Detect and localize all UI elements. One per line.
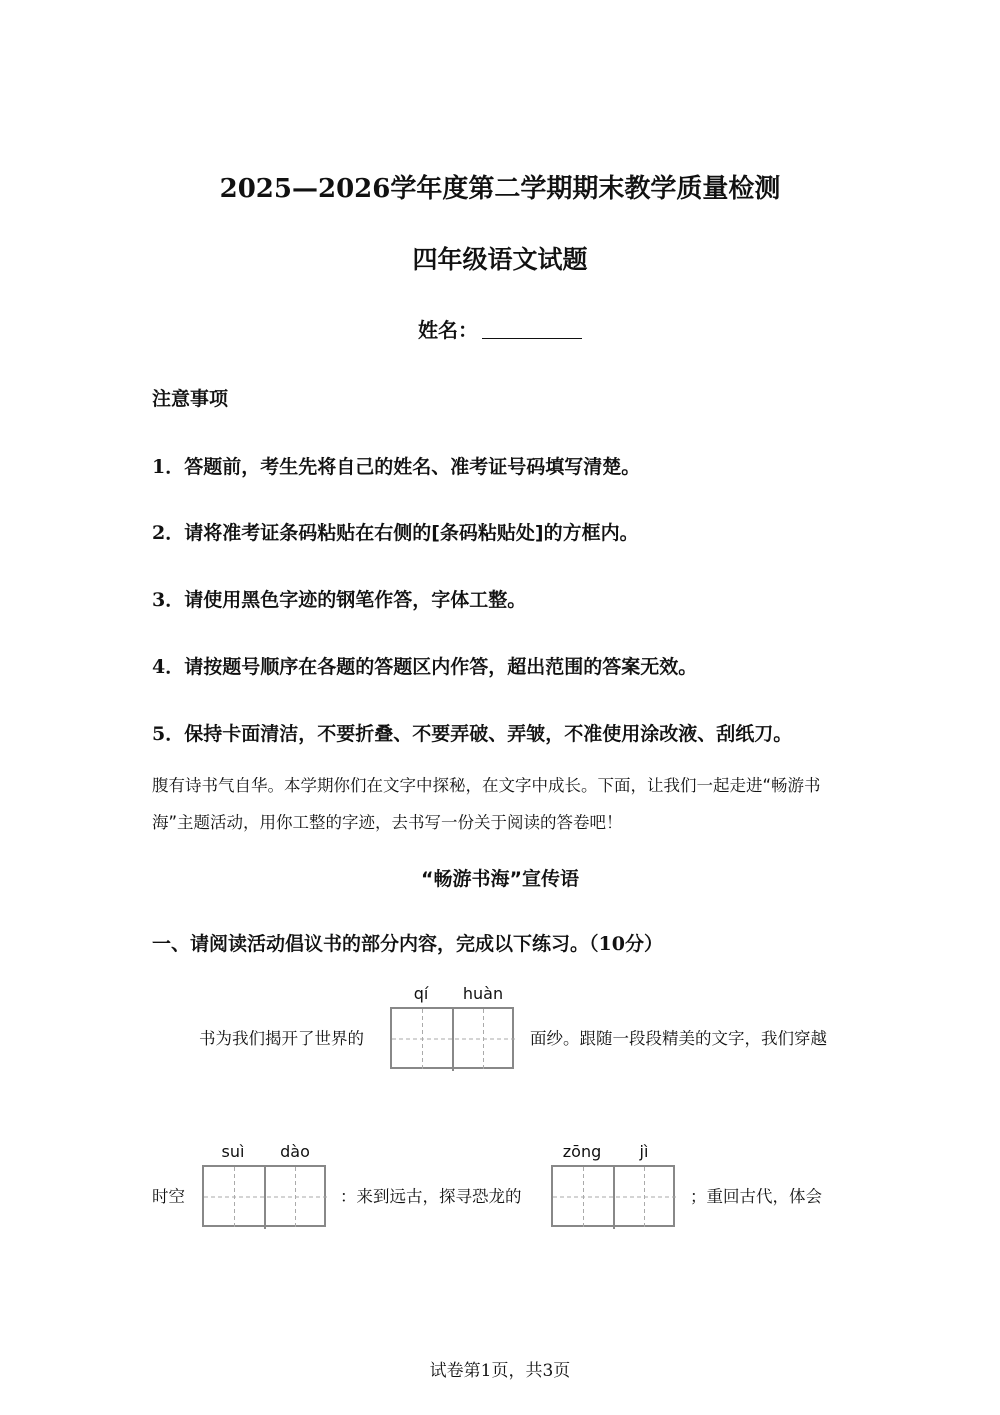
name-label: 姓名： bbox=[418, 318, 478, 342]
notice-item: 2．请将准考证条码粘贴在右侧的[条码粘贴处]的方框内。 bbox=[152, 522, 639, 544]
pinyin-label: dào bbox=[280, 1142, 310, 1161]
exam-title: 2025—2026学年度第二学期期末教学质量检测 bbox=[219, 174, 781, 204]
line1-before-text: 书为我们揭开了世界的 bbox=[199, 1029, 364, 1048]
pinyin-label: huàn bbox=[462, 984, 504, 1003]
section-heading: “畅游书海”宣传语 bbox=[421, 868, 579, 890]
line1-after-text: 面纱。跟随一段段精美的文字，我们穿越 bbox=[530, 1029, 827, 1048]
question-label: 一、请阅读活动倡议书的部分内容，完成以下练习。 bbox=[152, 933, 590, 955]
pinyin-label: zōng bbox=[562, 1142, 602, 1161]
intro-paragraph: 腹有诗书气自华。本学期你们在文字中探秘，在文字中成长。下面，让我们一起走进“畅游书海”主题活动，用你工整的字迹，去书写一份关于阅读的答卷吧！ bbox=[152, 776, 821, 832]
grid-lines-icon bbox=[204, 1167, 328, 1229]
name-blank-line[interactable] bbox=[482, 318, 582, 339]
grid-lines-icon bbox=[553, 1167, 677, 1229]
grid-lines-icon bbox=[392, 1009, 516, 1071]
tianzige-answer-box[interactable] bbox=[551, 1165, 675, 1227]
name-field-row bbox=[0, 314, 1000, 343]
notice-item: 4．请按题号顺序在各题的答题区内作答，超出范围的答案无效。 bbox=[152, 656, 698, 678]
line2-middle-text: ：来到远古，探寻恐龙的 bbox=[340, 1187, 522, 1206]
pinyin-label: jì bbox=[639, 1142, 649, 1161]
exam-subtitle: 四年级语文试题 bbox=[412, 245, 588, 274]
pinyin-label: qí bbox=[413, 984, 429, 1003]
notice-item: 1．答题前，考生先将自己的姓名、准考证号码填写清楚。 bbox=[152, 456, 641, 478]
pinyin-label: suì bbox=[221, 1142, 245, 1161]
question-points: （10分） bbox=[589, 933, 663, 955]
tianzige-answer-box[interactable] bbox=[202, 1165, 326, 1227]
notice-heading: 注意事项 bbox=[152, 388, 229, 410]
page-footer: 试卷第1页，共3页 bbox=[429, 1361, 571, 1381]
line2-after-text: ；重回古代，体会 bbox=[690, 1187, 822, 1206]
notice-item: 3．请使用黑色字迹的钢笔作答，字体工整。 bbox=[152, 589, 527, 611]
question-heading bbox=[152, 929, 663, 956]
tianzige-answer-box[interactable] bbox=[390, 1007, 514, 1069]
line2-before-text: 时空 bbox=[152, 1187, 185, 1206]
notice-item: 5．保持卡面清洁，不要折叠、不要弄破、弄皱，不准使用涂改液、刮纸刀。 bbox=[152, 723, 793, 745]
